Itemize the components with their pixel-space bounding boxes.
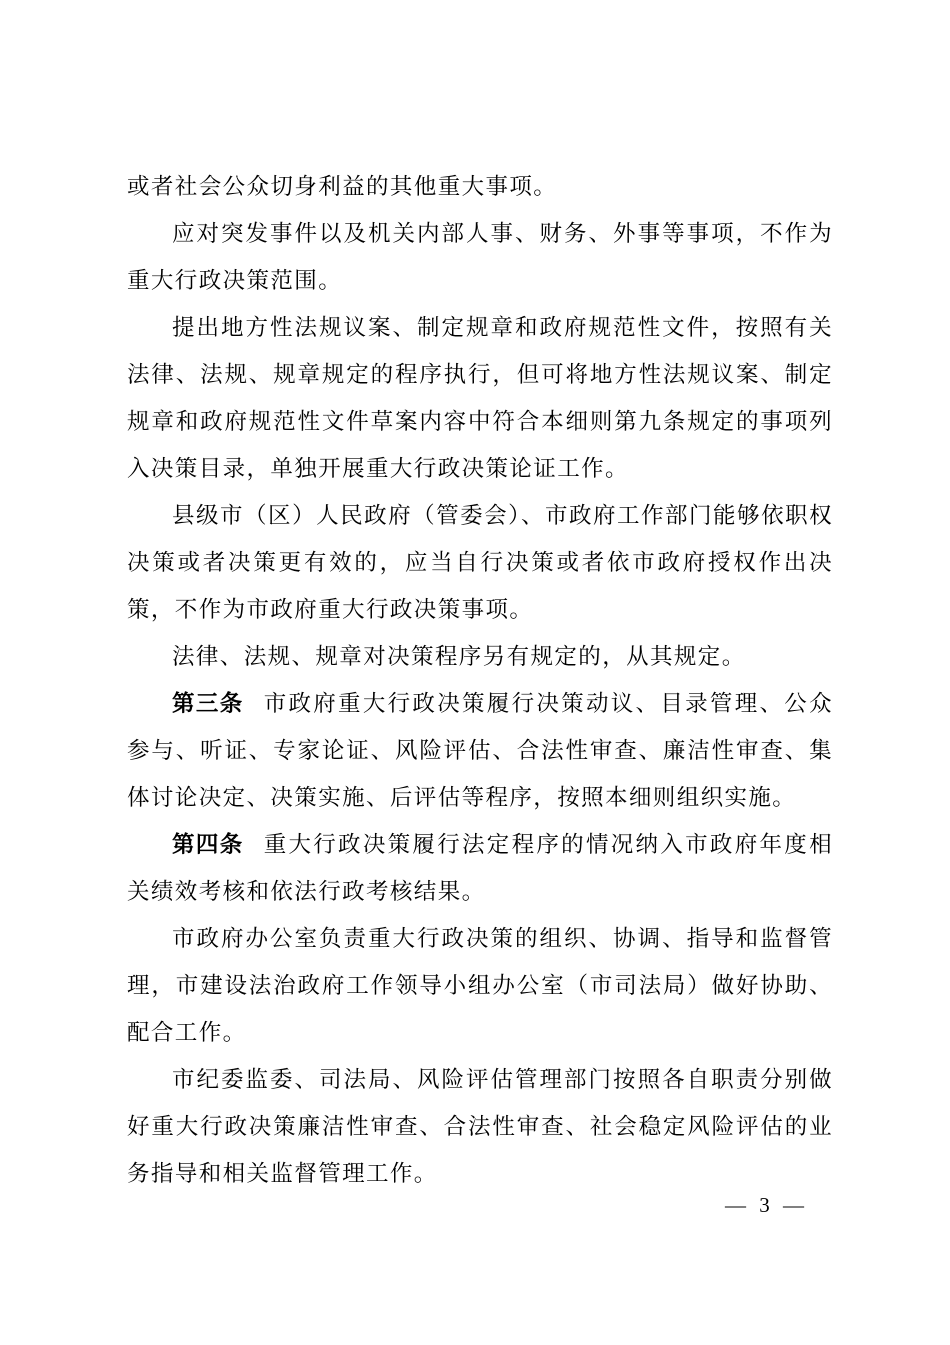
paragraph-county-level	[127, 493, 833, 634]
paragraph-text: 或者社会公众切身利益的其他重大事项。	[127, 174, 558, 200]
paragraph-text: 县级市（区）人民政府（管委会）、市政府工作部门能够依职权决策或者决策更有效的，应当自行决策或者依市政府授权作出决策，不作为市政府重大行政决策事项。	[127, 503, 833, 623]
paragraph-text: 市政府办公室负责重大行政决策的组织、协调、指导和监督管理，市建设法治政府工作领导小组办公室（市司法局）做好协助、配合工作。	[127, 926, 833, 1046]
article-three	[127, 681, 833, 822]
paragraph-regulations	[127, 305, 833, 493]
document-body	[127, 164, 833, 1198]
paragraph-text: 应对突发事件以及机关内部人事、财务、外事等事项，不作为重大行政决策范围。	[127, 221, 833, 294]
paragraph-supervision	[127, 1057, 833, 1198]
article-number: 第四条	[172, 832, 244, 858]
paragraph-office-responsibility	[127, 916, 833, 1057]
page-number: — 3 —	[725, 1193, 808, 1217]
paragraph-text: 提出地方性法规议案、制定规章和政府规范性文件，按照有关法律、法规、规章规定的程序执行，但可将地方性法规议案、制定规章和政府规范性文件草案内容中符合本细则第九条规定的事项列入决策目录，单独开展重大行政决策论证工作。	[127, 315, 833, 482]
article-four	[127, 822, 833, 916]
article-text: 重大行政决策履行法定程序的情况纳入市政府年度相关绩效考核和依法行政考核结果。	[127, 832, 833, 905]
article-text: 市政府重大行政决策履行决策动议、目录管理、公众参与、听证、专家论证、风险评估、合法性审查、廉洁性审查、集体讨论决定、决策实施、后评估等程序，按照本细则组织实施。	[127, 691, 833, 811]
paragraph-text: 市纪委监委、司法局、风险评估管理部门按照各自职责分别做好重大行政决策廉洁性审查、合法性审查、社会稳定风险评估的业务指导和相关监督管理工作。	[127, 1067, 833, 1187]
article-number: 第三条	[172, 691, 244, 717]
paragraph-emergency-exclusion	[127, 211, 833, 305]
paragraph-continuation	[127, 164, 833, 211]
paragraph-other-provisions	[127, 634, 833, 681]
paragraph-text: 法律、法规、规章对决策程序另有规定的，从其规定。	[172, 644, 746, 670]
